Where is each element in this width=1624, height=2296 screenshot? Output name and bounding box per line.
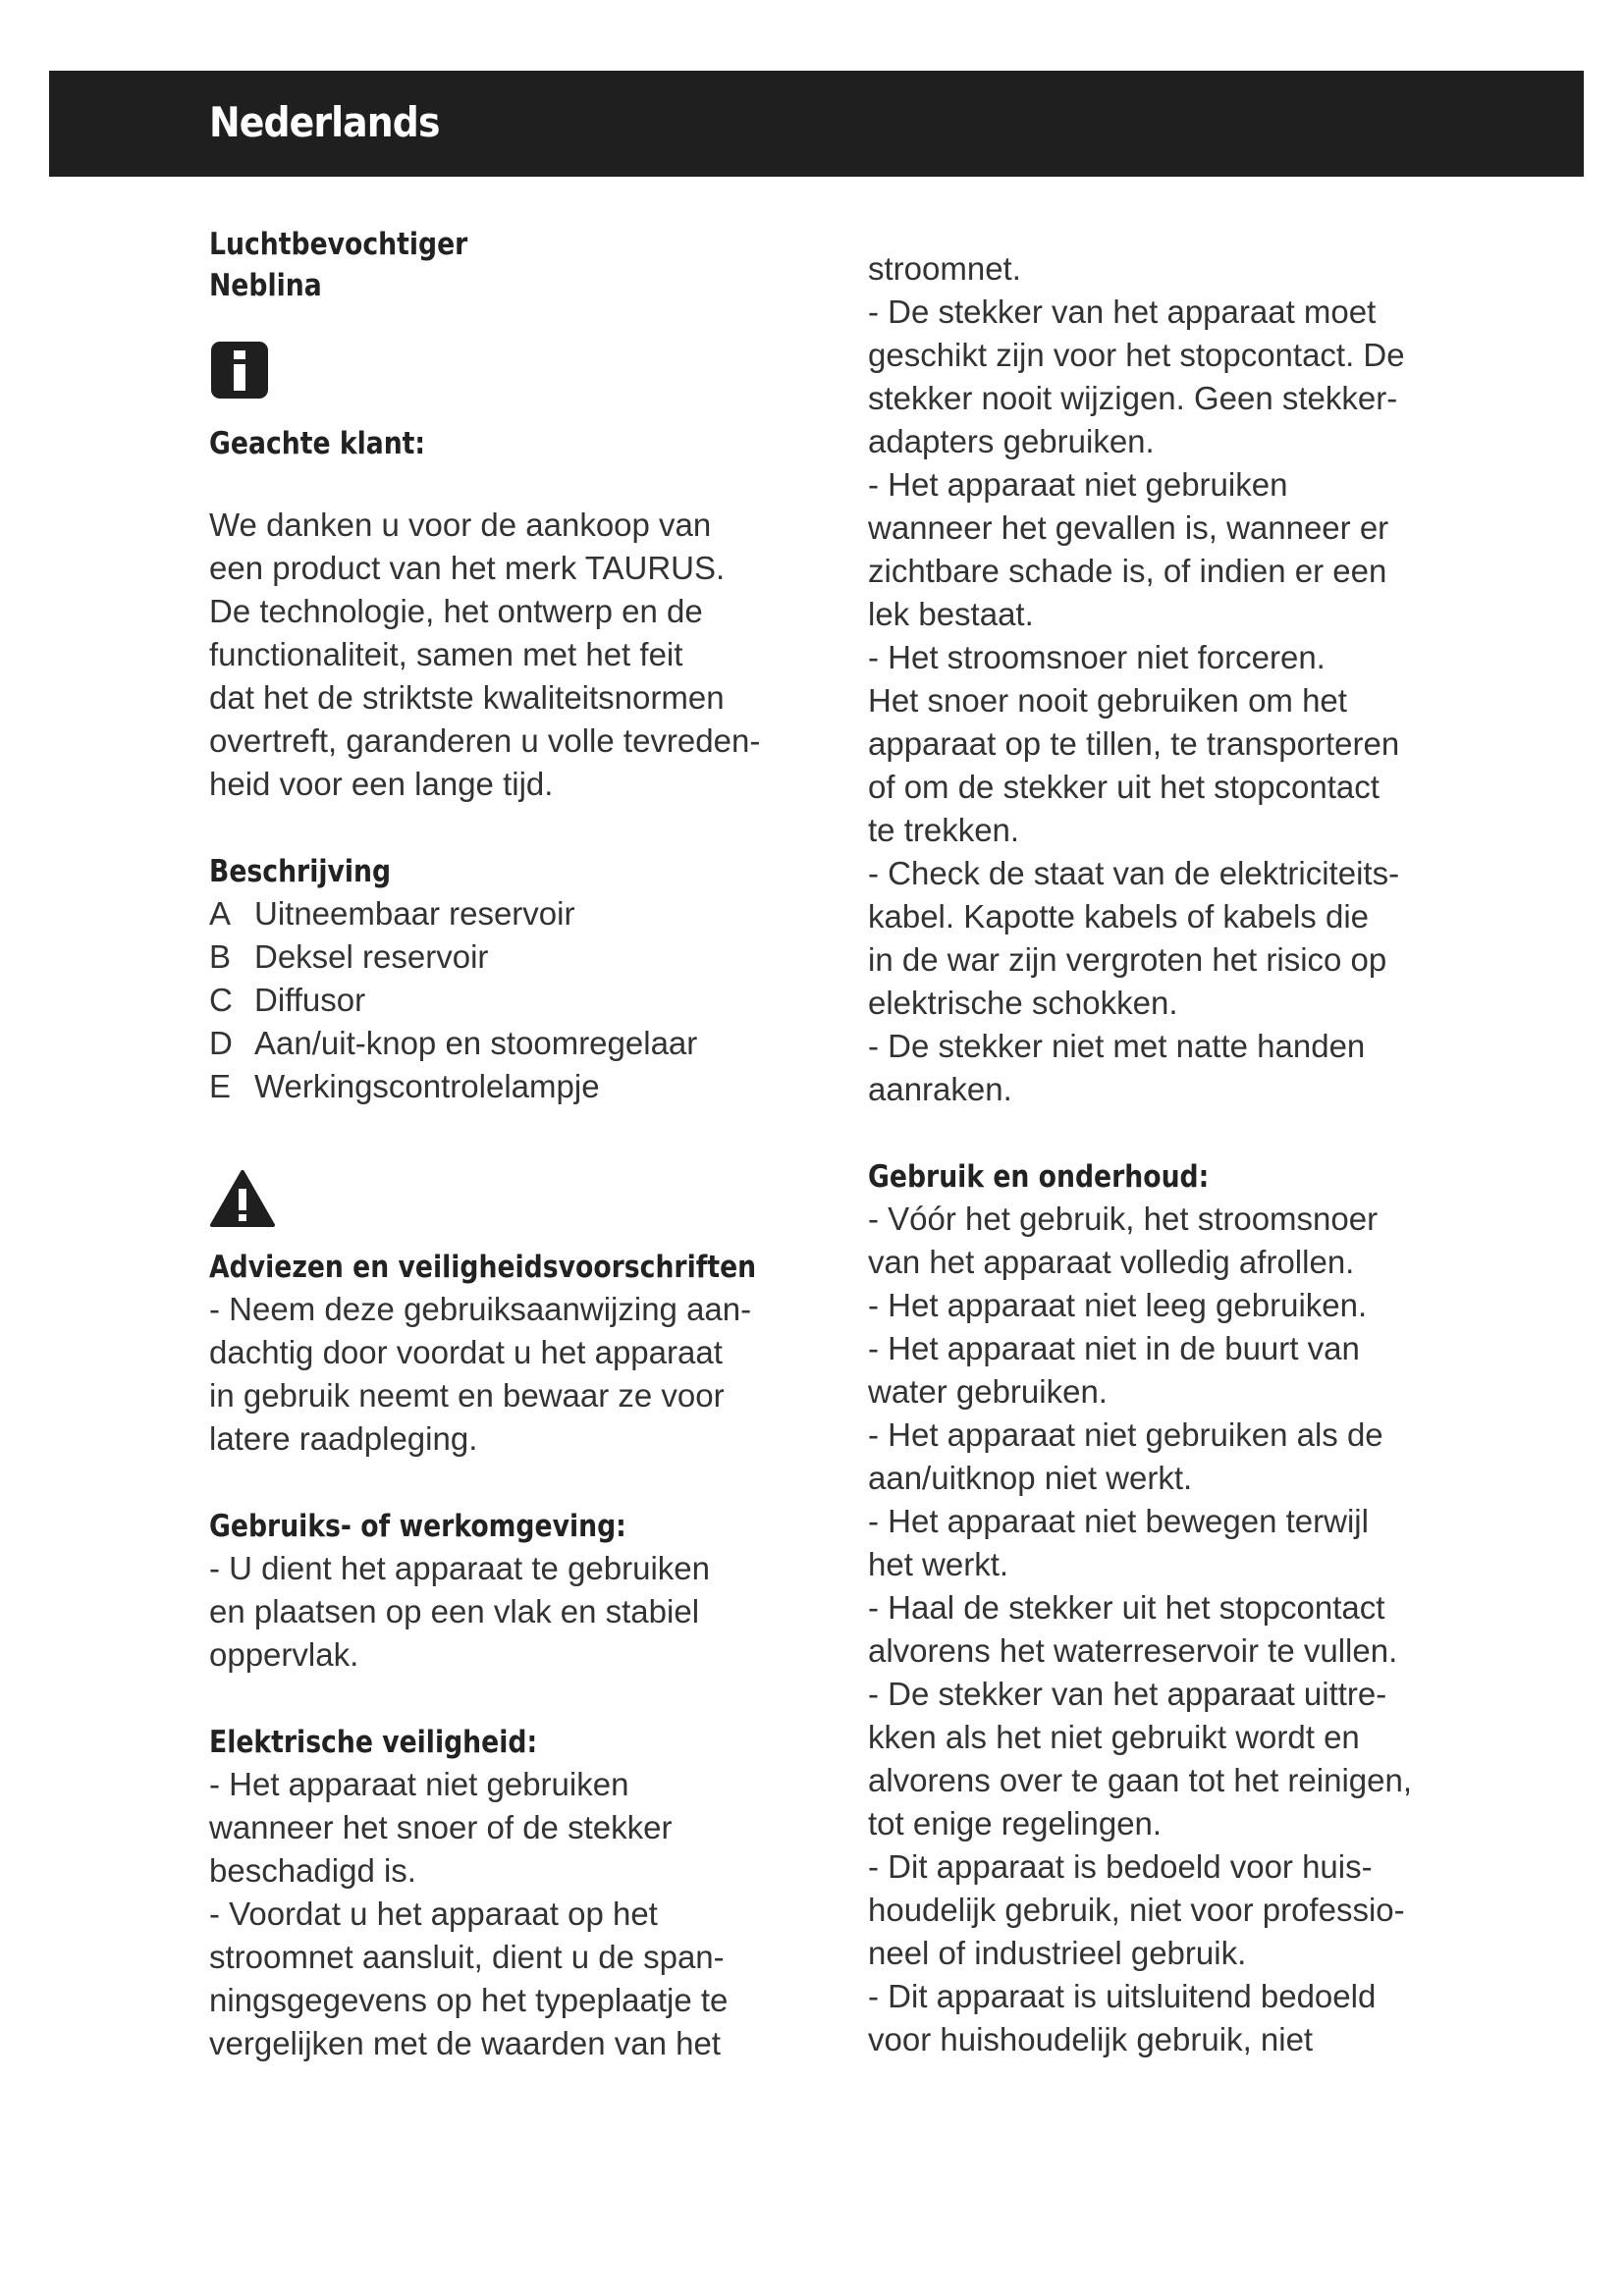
right-column [868, 247, 1496, 2061]
list-item [209, 979, 838, 1022]
product-title-line: Neblina [209, 268, 322, 303]
text-line: dachtig door voordat u het apparaat [209, 1334, 723, 1370]
text-line: - Check de staat van de elektriciteits- [868, 855, 1400, 891]
text-line: voor huishoudelijk gebruik, niet [868, 2021, 1314, 2057]
text-line: alvorens het waterreservoir te vullen. [868, 1632, 1398, 1669]
text-line: functionaliteit, samen met het feit [209, 636, 683, 672]
text-line: overtreft, garanderen u volle tevreden- [209, 722, 761, 759]
text-line: zichtbare schade is, of indien er een [868, 553, 1387, 589]
text-line: aan/uitknop niet werkt. [868, 1460, 1193, 1496]
text-line: - Haal de stekker uit het stopcontact [868, 1589, 1385, 1626]
item-letter: B [209, 938, 232, 975]
item-text: Werkingscontrolelampje [254, 1068, 600, 1104]
text-line: ningsgegevens op het typeplaatje te [209, 1982, 729, 2018]
item-letter: A [209, 895, 232, 932]
text-line: adapters gebruiken. [868, 423, 1155, 459]
text-line: dat het de striktste kwaliteitsnormen [209, 679, 725, 716]
item-letter: E [209, 1068, 232, 1104]
warning-icon [209, 1169, 838, 1233]
text-line: stroomnet. [868, 250, 1021, 287]
use-maintenance-heading: Gebruik en onderhoud: [868, 1159, 1210, 1195]
info-icon [209, 340, 838, 405]
header-bar [49, 71, 1584, 177]
text-line: - Het stroomsnoer niet forceren. [868, 639, 1326, 675]
electrical-safety-text [209, 1763, 838, 2065]
environment-heading: Gebruiks- of werkomgeving: [209, 1509, 626, 1544]
text-line: - Neem deze gebruiksaanwijzing aan- [209, 1291, 752, 1327]
text-line: wanneer het snoer of de stekker [209, 1809, 673, 1845]
text-line: houdelijk gebruik, niet voor professio- [868, 1892, 1405, 1928]
text-line: van het apparaat volledig afrollen. [868, 1244, 1355, 1280]
text-line: - Het apparaat niet leeg gebruiken. [868, 1287, 1368, 1323]
item-text: Diffusor [254, 982, 366, 1018]
text-line: stekker nooit wijzigen. Geen stekker- [868, 380, 1398, 416]
item-text: Aan/uit-knop en stoomregelaar [254, 1025, 698, 1061]
language-title: Nederlands [209, 98, 440, 146]
text-line: - U dient het apparaat te gebruiken [209, 1550, 711, 1586]
text-line: - De stekker van het apparaat moet [868, 294, 1377, 330]
text-line: alvorens over te gaan tot het reinigen, [868, 1762, 1413, 1798]
description-list [209, 892, 838, 1108]
text-line: geschikt zijn voor het stopcontact. De [868, 337, 1405, 373]
environment-text [209, 1547, 838, 1677]
text-line: of om de stekker uit het stopcontact [868, 769, 1380, 805]
text-line: een product van het merk TAURUS. [209, 550, 726, 586]
text-line: lek bestaat. [868, 596, 1034, 632]
text-line: oppervlak. [209, 1636, 359, 1673]
text-line: apparaat op te tillen, te transporteren [868, 725, 1400, 762]
electrical-safety-continued [868, 247, 1496, 1111]
text-line: elektrische schokken. [868, 985, 1178, 1021]
text-line: - Dit apparaat is uitsluitend bedoeld [868, 1978, 1377, 2014]
text-line: - Het apparaat niet in de buurt van [868, 1330, 1360, 1366]
text-line: latere raadpleging. [209, 1420, 478, 1457]
text-line: De technologie, het ontwerp en de [209, 593, 703, 629]
left-column [209, 224, 838, 2065]
list-item [209, 1022, 838, 1065]
text-line: - De stekker niet met natte handen [868, 1028, 1366, 1064]
text-line: - Het apparaat niet gebruiken [209, 1766, 629, 1802]
text-line: tot enige regelingen. [868, 1805, 1163, 1842]
text-line: wanneer het gevallen is, wanneer er [868, 509, 1389, 546]
text-line: kken als het niet gebruikt wordt en [868, 1719, 1360, 1755]
text-line: water gebruiken. [868, 1373, 1108, 1410]
item-letter: C [209, 982, 233, 1018]
use-maintenance-text [868, 1198, 1496, 2061]
text-line: - Het apparaat niet bewegen terwijl [868, 1503, 1369, 1539]
text-line: - Het apparaat niet gebruiken [868, 466, 1288, 503]
text-line: in gebruik neemt en bewaar ze voor [209, 1377, 725, 1414]
product-title-line: Luchtbevochtiger [209, 227, 468, 262]
text-line: neel of industrieel gebruik. [868, 1935, 1247, 1971]
intro-text [209, 504, 838, 806]
text-line: Het snoer nooit gebruiken om het [868, 682, 1347, 719]
list-item [209, 1065, 838, 1108]
text-line: - Voordat u het apparaat op het [209, 1896, 658, 1932]
text-line: beschadigd is. [209, 1852, 416, 1889]
text-line: - Het apparaat niet gebruiken als de [868, 1416, 1383, 1453]
text-line: - Dit apparaat is bedoeld voor huis- [868, 1848, 1373, 1885]
safety-heading: Adviezen en veiligheidsvoorschriften [209, 1250, 757, 1285]
text-line: te trekken. [868, 812, 1020, 848]
text-line: het werkt. [868, 1546, 1009, 1582]
text-line: We danken u voor de aankoop van [209, 507, 712, 543]
text-line: vergelijken met de waarden van het [209, 2025, 721, 2061]
item-letter: D [209, 1025, 233, 1061]
text-line: - De stekker van het apparaat uittre- [868, 1676, 1387, 1712]
text-line: in de war zijn vergroten het risico op [868, 941, 1387, 978]
text-line: stroomnet aansluit, dient u de span- [209, 1939, 725, 1975]
item-text: Uitneembaar reservoir [254, 895, 575, 932]
electrical-safety-heading: Elektrische veiligheid: [209, 1725, 538, 1760]
safety-text [209, 1288, 838, 1461]
dear-customer-heading: Geachte klant: [209, 426, 426, 461]
text-line: en plaatsen op een vlak en stabiel [209, 1593, 700, 1629]
text-line: kabel. Kapotte kabels of kabels die [868, 898, 1370, 934]
text-line: - Vóór het gebruik, het stroomsnoer [868, 1201, 1379, 1237]
description-heading: Beschrijving [209, 854, 392, 889]
list-item [209, 892, 838, 935]
text-line: heid voor een lange tijd. [209, 766, 554, 802]
text-line: aanraken. [868, 1071, 1012, 1107]
list-item [209, 935, 838, 979]
item-text: Deksel reservoir [254, 938, 489, 975]
